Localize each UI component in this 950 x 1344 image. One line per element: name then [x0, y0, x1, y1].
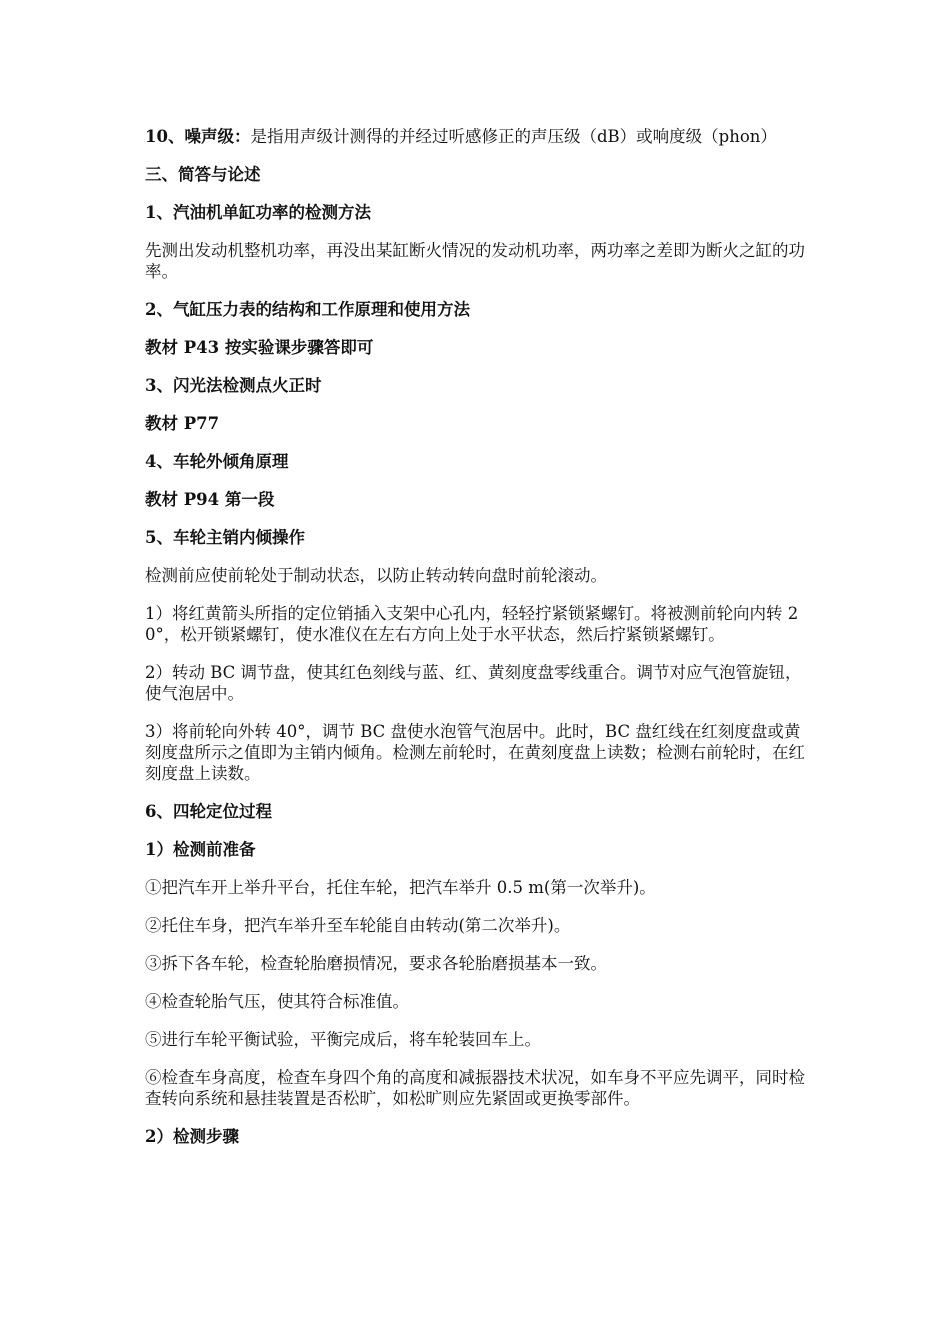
question-6-steps-title: 2）检测步骤 — [145, 1127, 239, 1146]
question-6-prep-title: 1）检测前准备 — [145, 840, 256, 859]
question-6-prep-item: ③拆下各车轮，检查轮胎磨损情况，要求各轮胎磨损基本一致。 — [145, 954, 607, 973]
definition-text: 是指用声级计测得的并经过听感修正的声压级（dB）或响度级（phon） — [250, 127, 777, 146]
question-6-prep-item: ②托住车身，把汽车举升至车轮能自由转动(第二次举升)。 — [145, 916, 571, 935]
question-1-answer: 先测出发动机整机功率，再没出某缸断火情况的发动机功率，两功率之差即为断火之缸的功率。 — [145, 241, 805, 281]
section-heading: 三、简答与论述 — [145, 165, 261, 184]
question-2-title: 2、气缸压力表的结构和工作原理和使用方法 — [145, 300, 470, 319]
question-1-title: 1、汽油机单缸功率的检测方法 — [145, 203, 371, 222]
question-6-prep-item: ①把汽车开上举升平台，托住车轮，把汽车举升 0.5 m(第一次举升)。 — [145, 878, 656, 897]
question-5-step: 1）将红黄箭头所指的定位销插入支架中心孔内，轻轻拧紧锁紧螺钉。将被测前轮向内转 20°，松开锁紧螺钉，使水准仪在左右方向上处于水平状态，然后拧紧锁紧螺钉。 — [145, 604, 799, 644]
definition-noise-level — [145, 126, 805, 147]
question-4-answer: 教材 P94 第一段 — [145, 490, 275, 509]
question-5-step: 2）转动 BC 调节盘，使其红色刻线与蓝、红、黄刻度盘零线重合。调节对应气泡管旋钮，使气泡居中。 — [145, 663, 802, 703]
question-6-prep-item: ⑤进行车轮平衡试验，平衡完成后，将车轮装回车上。 — [145, 1030, 541, 1049]
definition-term: 10、噪声级： — [145, 127, 251, 146]
question-5-intro: 检测前应使前轮处于制动状态，以防止转动转向盘时前轮滚动。 — [145, 566, 607, 585]
question-5-title: 5、车轮主销内倾操作 — [145, 528, 305, 547]
document-page — [145, 126, 805, 1164]
question-6-prep-item: ⑥检查车身高度，检查车身四个角的高度和减振器技术状况，如车身不平应先调平，同时检查转向系统和悬挂装置是否松旷，如松旷则应先紧固或更换零部件。 — [145, 1068, 805, 1108]
question-6-prep-item: ④检查轮胎气压，使其符合标准值。 — [145, 992, 409, 1011]
question-2-answer: 教材 P43 按实验课步骤答即可 — [145, 338, 374, 357]
question-5-step: 3）将前轮向外转 40°，调节 BC 盘使水泡管气泡居中。此时，BC 盘红线在红刻度盘或黄刻度盘所示之值即为主销内倾角。检测左前轮时，在黄刻度盘上读数；检测右前轮时，在红刻度盘上读数。 — [145, 722, 805, 783]
question-3-title: 3、闪光法检测点火正时 — [145, 376, 322, 395]
question-4-title: 4、车轮外倾角原理 — [145, 452, 289, 471]
question-6-title: 6、四轮定位过程 — [145, 802, 272, 821]
question-3-answer: 教材 P77 — [145, 414, 220, 433]
